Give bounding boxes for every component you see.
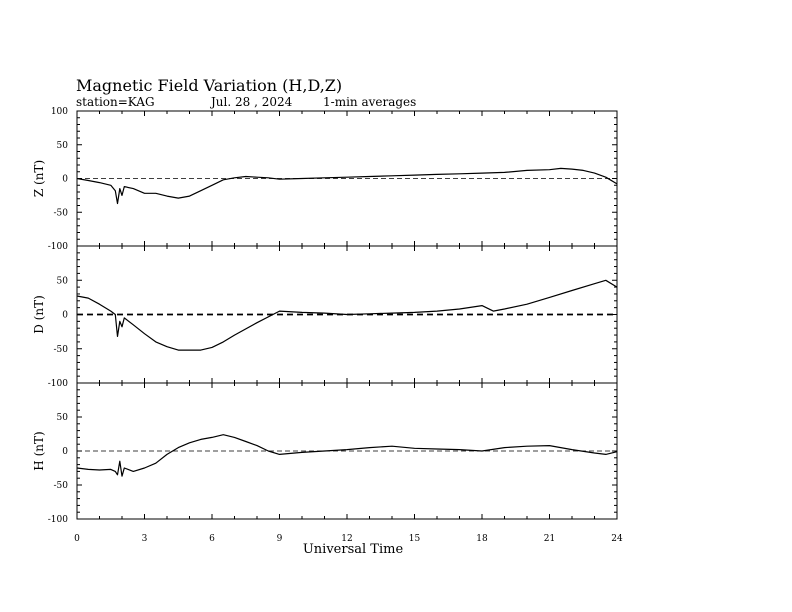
- y-tick-label-d: -50: [53, 344, 68, 355]
- y-axis-label-z: Z (nT): [32, 159, 46, 198]
- y-tick-label-z: 0: [62, 174, 68, 185]
- x-axis: [74, 534, 623, 557]
- x-tick-label: 0: [74, 534, 80, 544]
- station-label: station=KAG: [76, 95, 155, 109]
- x-tick-label: 12: [341, 534, 353, 544]
- y-tick-label-z: -100: [47, 242, 68, 252]
- y-axis-label-d: D (nT): [32, 295, 46, 334]
- x-tick-label: 21: [543, 534, 556, 544]
- chart-title: Magnetic Field Variation (H,D,Z): [76, 76, 343, 95]
- x-tick-label: 24: [611, 534, 623, 544]
- y-axis-label-h: H (nT): [32, 431, 46, 471]
- y-tick-label-d: 50: [56, 276, 68, 287]
- date-label: Jul. 28 , 2024: [211, 95, 293, 109]
- y-tick-label-z: -50: [53, 208, 68, 219]
- x-tick-label: 9: [276, 534, 283, 544]
- y-tick-label-d: 0: [62, 310, 68, 321]
- y-tick-label-z: 100: [50, 107, 68, 117]
- y-tick-label-d: -100: [47, 379, 68, 389]
- x-tick-label: 3: [141, 534, 148, 544]
- x-tick-label: 18: [476, 534, 488, 544]
- y-tick-label-h: -100: [47, 515, 68, 525]
- panel-z: [32, 107, 617, 252]
- y-tick-label-h: 0: [62, 447, 68, 457]
- series-line-z: [77, 168, 617, 203]
- x-tick-label: 6: [209, 534, 215, 544]
- panel-d: [32, 246, 617, 389]
- y-tick-label-h: -50: [53, 481, 68, 491]
- x-tick-label: 15: [408, 534, 421, 544]
- series-line-h: [77, 435, 617, 477]
- panel-h: [32, 383, 617, 525]
- y-tick-label-z: 50: [56, 140, 68, 151]
- y-tick-label-h: 50: [56, 413, 68, 423]
- averaging-label: 1-min averages: [323, 95, 417, 109]
- x-axis-label: Universal Time: [302, 542, 404, 557]
